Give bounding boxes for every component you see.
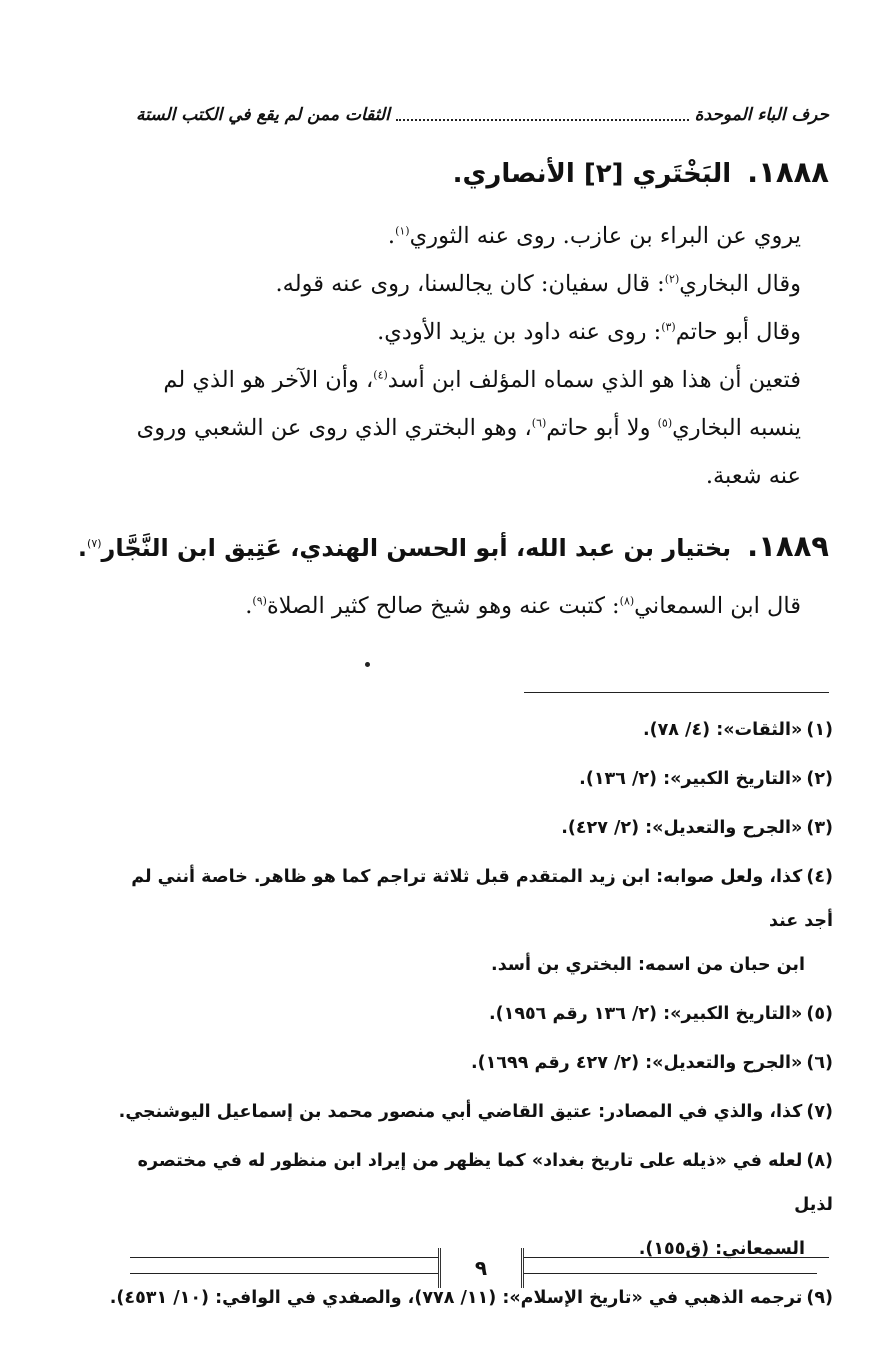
- footnote-text: ترجمه الذهبي في «تاريخ الإسلام»: (١١/ ٧٧٨)، والصفدي في الوافي: (١٠/ ٤٥٣١).: [109, 1288, 803, 1308]
- entry-body: [118, 212, 829, 500]
- paragraph-text: ، وهو البختري الذي روى عن الشعبي وروى عنه شعبة.: [136, 415, 801, 489]
- footnote-number: (٩): [806, 1288, 833, 1308]
- footnote-number: (٢): [806, 769, 833, 789]
- page-number: [438, 1248, 524, 1288]
- footnote-text: «التاريخ الكبير»: (٢/ ١٣٦ رقم ١٩٥٦).: [488, 1004, 803, 1024]
- footnote-number: (٧): [806, 1102, 833, 1122]
- footnote-item: [104, 1041, 833, 1085]
- footnote-text: «الجرح والتعديل»: (٢/ ٤٢٧).: [561, 818, 803, 838]
- footnote-ref[interactable]: (٢): [664, 272, 680, 286]
- paragraph-text: .: [387, 223, 396, 249]
- footnote-number: (١): [806, 720, 833, 740]
- running-header: [136, 98, 829, 132]
- paragraph-text: وقال أبو حاتم: [675, 319, 801, 345]
- footnote-text: لعله في «ذيله على تاريخ بغداد» كما يظهر من إيراد ابن منظور له في مختصره لذيل: [137, 1151, 833, 1215]
- entry-number: ١٨٨٨.: [747, 155, 829, 189]
- footnote-number: (٨): [806, 1151, 833, 1171]
- footnote-text: «الجرح والتعديل»: (٢/ ٤٢٧ رقم ١٦٩٩).: [471, 1053, 803, 1073]
- footnote-item: [104, 757, 833, 801]
- paragraph-text: ولا أبو حاتم: [546, 415, 658, 441]
- paragraph-text: فتعين أن هذا هو الذي سماه المؤلف ابن أسد: [387, 367, 801, 393]
- footnote-text-continued: ابن حبان من اسمه: البختري بن أسد.: [491, 955, 805, 975]
- entry-1889: [77, 526, 829, 630]
- footnote-number: (٦): [806, 1053, 833, 1073]
- footnote-item: [104, 806, 833, 850]
- paragraph-text: : قال سفيان: كان يجالسنا، روى عنه قوله.: [275, 271, 665, 297]
- footnote-separator: [524, 692, 829, 693]
- ink-speck: [365, 662, 370, 667]
- footnote-ref[interactable]: (٤): [373, 368, 388, 382]
- paragraph-text: .: [245, 593, 253, 619]
- entry-title: بختيار بن عبد الله، أبو الحسن الهندي، عَتِيق ابن النَّجَّار: [101, 534, 732, 562]
- footnote-ref[interactable]: (١): [395, 224, 410, 238]
- footnote-item: [104, 708, 833, 752]
- paragraph: [118, 582, 829, 630]
- footnote-number: (٤): [806, 867, 833, 887]
- footnote-ref[interactable]: (٧): [87, 537, 102, 550]
- footnote-ref[interactable]: (٨): [619, 594, 635, 608]
- footnote-item: [104, 1090, 833, 1134]
- paragraph-long: [118, 356, 829, 500]
- entry-heading: [118, 152, 829, 194]
- footnote-text-continued: السمعاني: (ق١٥٥).: [638, 1239, 805, 1259]
- paragraph-text: قال ابن السمعاني: [634, 593, 801, 619]
- paragraph-text: : كتبت عنه وهو شيخ صالح كثير الصلاة: [266, 593, 620, 619]
- footnote-number: (٥): [806, 1004, 833, 1024]
- header-dot-leader: [396, 109, 689, 121]
- footnote-item: [104, 855, 833, 987]
- footnote-ref[interactable]: (٣): [661, 320, 676, 334]
- paragraph: [118, 308, 829, 356]
- header-book-title: الثقات ممن لم يقع في الكتب الستة: [136, 105, 390, 125]
- footnote-ref[interactable]: (٥): [657, 416, 673, 430]
- page-number-text: ٩: [474, 1256, 488, 1280]
- entry-title-tail: .: [77, 534, 88, 562]
- footnote-ref[interactable]: (٩): [252, 594, 267, 608]
- footnote-text: كذا، والذي في المصادر: عتيق القاضي أبي منصور محمد بن إسماعيل اليوشنجي.: [118, 1102, 803, 1122]
- paragraph: [118, 260, 829, 308]
- footnote-ref[interactable]: (٦): [531, 416, 547, 430]
- footnote-text: «الثقات»: (٤/ ٧٨).: [642, 720, 803, 740]
- paragraph-text: ، وأن الآخر هو الذي لم ينسبه البخاري: [163, 367, 801, 441]
- paragraph: [118, 212, 829, 260]
- paragraph-text: يروي عن البراء بن عازب. روى عنه الثوري: [409, 223, 801, 249]
- paragraph-text: وقال البخاري: [679, 271, 801, 297]
- entry-body: [118, 582, 829, 630]
- footnote-text: كذا، ولعل صوابه: ابن زيد المتقدم قبل ثلاثة تراجم كما هو ظاهر. خاصة أنني لم أجد عند: [131, 867, 833, 931]
- entry-number: ١٨٨٩.: [747, 529, 829, 563]
- entry-heading: [77, 526, 829, 568]
- footnote-text: «التاريخ الكبير»: (٢/ ١٣٦).: [579, 769, 803, 789]
- footnote-item: [104, 992, 833, 1036]
- entry-title: البَخْتَري [٢] الأنصاري.: [452, 159, 732, 189]
- entry-1888: [118, 152, 829, 500]
- header-chapter-title: حرف الباء الموحدة: [694, 105, 829, 125]
- paragraph-text: : روى عنه داود بن يزيد الأودي.: [377, 319, 662, 345]
- footnotes: [104, 708, 833, 1325]
- footnote-number: (٣): [806, 818, 833, 838]
